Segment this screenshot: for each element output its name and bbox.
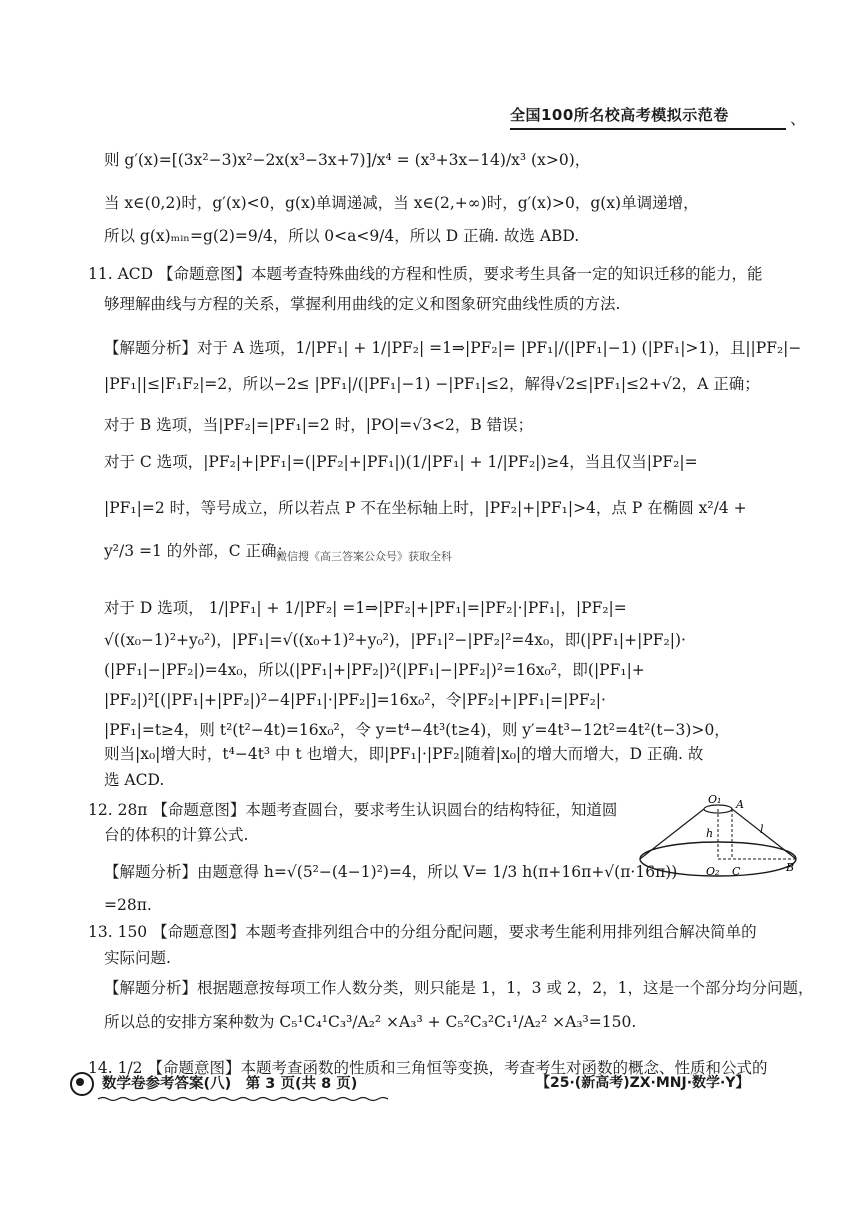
text-line: 台的体积的计算公式. [104, 826, 249, 844]
text-line: (|PF₁|−|PF₂|)=4x₀，所以(|PF₁|+|PF₂|)²(|PF₁|−|PF₂|)²=16x₀²，即(|PF₁|+ [104, 661, 645, 679]
question-14-line: 14. 1/2 【命题意图】本题考查函数的性质和三角恒等变换，考查考生对函数的概念、性质和公式的 [88, 1059, 768, 1077]
footer-code: 【25·(新高考)ZX·MNJ·数学·Y】 [536, 1075, 750, 1091]
text-line: |PF₁|=2 时，等号成立，所以若点 P 不在坐标轴上时，|PF₂|+|PF₁|>4，点 P 在椭圆 x²/4 + [104, 499, 747, 517]
label-a: A [736, 798, 744, 811]
text-line: 对于 D 选项， 1/|PF₁| + 1/|PF₂| =1⇒|PF₂|+|PF₁|=|PF₂|·|PF₁|，|PF₂|= [104, 599, 627, 617]
text-line: 【解题分析】由题意得 h=√(5²−(4−1)²)=4，所以 V= 1/3 h(π+16π+√(π·16π)) [104, 863, 678, 881]
text-line: |PF₁||≤|F₁F₂|=2，所以−2≤ |PF₁|/(|PF₁|−1) −|PF₁|≤2，解得√2≤|PF₁|≤2+√2，A 正确； [104, 375, 760, 393]
label-b: B [786, 861, 795, 874]
header-mark: 、 [790, 109, 807, 128]
text-line: 实际问题. [104, 949, 171, 967]
text-line: y²/3 =1 的外部，C 正确； [104, 542, 293, 560]
text-line: 【解题分析】对于 A 选项，1/|PF₁| + 1/|PF₂| =1⇒|PF₂|= |PF₁|/(|PF₁|−1) (|PF₁|>1)，且||PF₂|− [104, 339, 802, 357]
question-11-line: 11. ACD 【命题意图】本题考查特殊曲线的方程和性质，要求考生具备一定的知识迁移的能力，能 [88, 265, 763, 283]
text-line: 所以总的安排方案种数为 C₅¹C₄¹C₃³/A₂² ×A₃³ + C₅²C₃²C₁¹/A₂² ×A₃³=150. [104, 1013, 637, 1031]
label-l: l [760, 823, 764, 836]
label-o2: O₂ [706, 865, 720, 878]
text-line: 所以 g(x)ₘᵢₙ=g(2)=9/4，所以 0<a<9/4，所以 D 正确. 故选 ABD. [104, 227, 580, 245]
footer-page-label: 数学卷参考答案(八) 第 3 页(共 8 页) [102, 1076, 358, 1092]
label-h: h [706, 827, 714, 840]
page-header-title: 全国100所名校高考模拟示范卷 [510, 104, 800, 126]
text-line: |PF₂|)²[(|PF₁|+|PF₂|)²−4|PF₁|·|PF₂|]=16x₀²，令|PF₂|+|PF₁|=|PF₂|· [104, 691, 606, 709]
question-13-line: 13. 150 【命题意图】本题考查排列组合中的分组分配问题，要求考生能利用排列组合解决简单的 [88, 923, 757, 941]
text-line: 选 ACD. [104, 771, 165, 789]
text-line: 对于 C 选项，|PF₂|+|PF₁|=(|PF₂|+|PF₁|)(1/|PF₁| + 1/|PF₂|)≥4，当且仅当|PF₂|= [104, 453, 698, 471]
text-line: 则当|x₀|增大时，t⁴−4t³ 中 t 也增大，即|PF₁|·|PF₂|随着|x₀|的增大而增大，D 正确. 故 [104, 745, 704, 763]
label-o1: O₁ [708, 795, 722, 806]
text-line: =28π. [104, 896, 152, 914]
text-line: 当 x∈(0,2)时，g′(x)<0，g(x)单调递减，当 x∈(2,+∞)时，g′(x)>0，g(x)单调递增， [104, 194, 699, 212]
text-line: √((x₀−1)²+y₀²)，|PF₁|=√((x₀+1)²+y₀²)，|PF₁|²−|PF₂|²=4x₀，即(|PF₁|+|PF₂|)· [104, 631, 686, 649]
label-c: C [732, 865, 741, 878]
text-line: 则 g′(x)=[(3x²−3)x²−2x(x³−3x+7)]/x⁴ = (x³+3x−14)/x³ (x>0)， [104, 151, 591, 169]
footer-left [70, 1072, 400, 1100]
text-line: 对于 B 选项，当|PF₂|=|PF₁|=2 时，|PO|=√3<2，B 错误； [104, 416, 534, 434]
wavy-underline [98, 1096, 388, 1102]
question-12-line: 12. 28π 【命题意图】本题考查圆台，要求考生认识圆台的结构特征，知道圆 [88, 801, 618, 819]
text-line: |PF₁|=t≥4，则 t²(t²−4t)=16x₀²，令 y=t⁴−4t³(t≥4)，则 y′=4t³−12t²=4t²(t−3)>0， [104, 721, 730, 739]
watermark-note: 微信搜《高三答案公众号》获取全科 [276, 550, 452, 563]
publisher-logo-icon [70, 1072, 94, 1096]
frustum-figure [636, 795, 798, 883]
text-line: 够理解曲线与方程的关系，掌握利用曲线的定义和图象研究曲线性质的方法. [104, 295, 621, 313]
text-line: 【解题分析】根据题意按每项工作人数分类，则只能是 1，1，3 或 2，2，1，这是一个部分均分问题， [104, 979, 814, 997]
